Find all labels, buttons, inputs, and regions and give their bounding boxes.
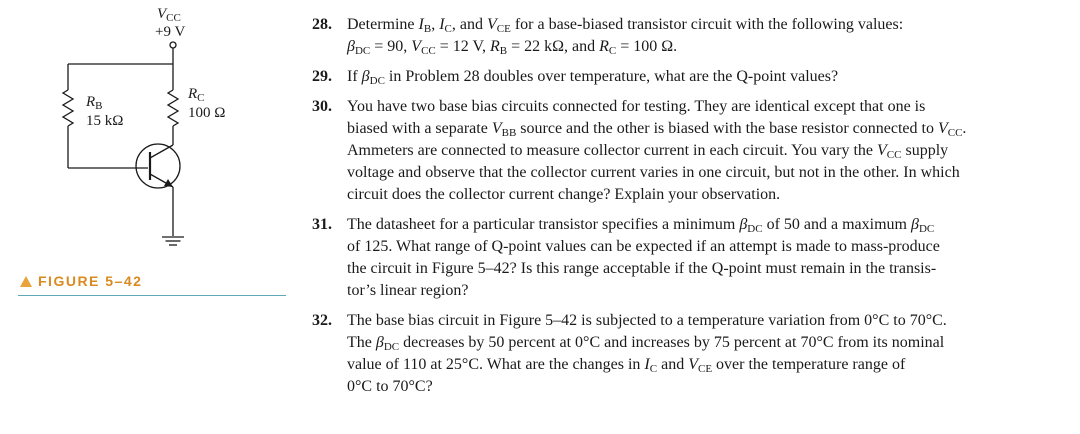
problem-text-line: Ammeters are connected to measure collector current in each circuit. You vary the $V_{CC}$ supply — [347, 142, 949, 161]
rb-value: 15 kΩ — [86, 113, 124, 129]
problem-list — [312, 14, 1064, 406]
rc-resistor — [168, 90, 178, 126]
problem-number: 31. — [312, 216, 332, 233]
figure-5-42 — [0, 0, 300, 434]
problem-text-line: 0°C to 70°C? — [347, 378, 433, 395]
rb-resistor — [63, 90, 73, 126]
rb-label: $R_B$ — [86, 94, 103, 112]
problem-text-line: of 125. What range of Q-point values can be expected if an attempt is made to mass-produce — [347, 238, 940, 255]
problem-text-line: $\beta_{DC} = 90$, $V_{CC} = 12$ V, $R_B = 22$ kΩ, and $R_C = 100$ Ω. — [347, 38, 678, 57]
problem-item — [312, 14, 1064, 58]
vcc-label: $V_{CC}$ — [157, 6, 181, 24]
problem-text-line: The $\beta_{DC}$ decreases by 50 percent at 0°C and increases by 75 percent at 70°C from its nominal — [347, 334, 945, 353]
problem-item — [312, 214, 1064, 302]
problem-item — [312, 66, 1064, 88]
problem-text-line: voltage and observe that the collector current varies in one circuit, but not in the other. In which — [347, 164, 960, 181]
vcc-terminal — [170, 42, 176, 48]
rc-label: $R_C$ — [188, 86, 205, 104]
problem-text-line: Determine $I_B$, $I_C$, and $V_{CE}$ for a base-biased transistor circuit with the following values: — [347, 16, 904, 35]
figure-caption — [18, 273, 286, 296]
problem-text-line: The base bias circuit in Figure 5–42 is subjected to a temperature variation from 0°C to 70°C. — [347, 312, 947, 329]
problem-text-line: value of 110 at 25°C. What are the changes in $I_C$ and $V_{CE}$ over the temperature range of — [347, 356, 906, 375]
problem-number: 29. — [312, 68, 332, 85]
problem-number: 28. — [312, 16, 332, 33]
problem-text-line: If $\beta_{DC}$ in Problem 28 doubles over temperature, what are the Q-point values? — [347, 68, 839, 87]
problem-number: 30. — [312, 98, 332, 115]
ground-symbol — [162, 237, 184, 245]
problem-number: 32. — [312, 312, 332, 329]
caption-triangle-icon — [20, 276, 32, 287]
circuit-schematic — [0, 0, 300, 270]
rc-value: 100 Ω — [188, 105, 226, 121]
problem-text-line: tor’s linear region? — [347, 282, 469, 299]
problem-text-line: circuit does the collector current change? Explain your observation. — [347, 186, 781, 203]
problem-text-line: You have two base bias circuits connected for testing. They are identical except that one is — [347, 98, 926, 115]
problem-text-line: The datasheet for a particular transistor specifies a minimum $\beta_{DC}$ of 50 and a maximum $\beta_{DC}$ — [347, 216, 935, 235]
problem-text-line: the circuit in Figure 5–42? Is this range acceptable if the Q-point must remain in the transis- — [347, 260, 937, 277]
figure-caption-text: FIGURE 5–42 — [38, 273, 143, 289]
problem-item — [312, 310, 1064, 398]
vcc-value: +9 V — [155, 24, 186, 40]
problem-item — [312, 96, 1064, 206]
problem-text-line: biased with a separate $V_{BB}$ source and the other is biased with the base resistor connected to $V_{CC}$. — [347, 120, 967, 139]
transistor-npn — [136, 144, 180, 188]
